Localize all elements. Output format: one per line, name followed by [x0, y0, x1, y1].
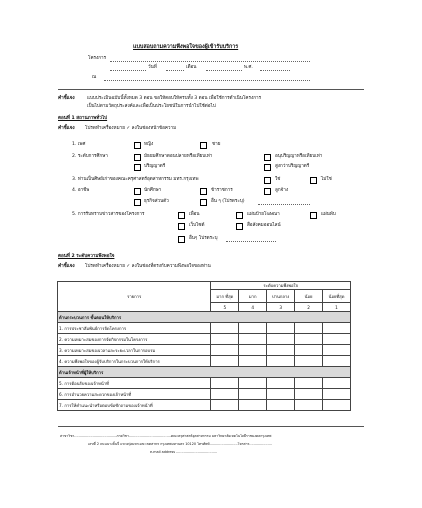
option-student: นักศึกษา — [144, 188, 162, 193]
other-occupation-line — [258, 204, 310, 205]
project-label: โครงการ — [88, 56, 107, 61]
rating-cell[interactable] — [323, 334, 351, 345]
checkbox-bachelor[interactable] — [134, 164, 141, 171]
rating-cell[interactable] — [295, 400, 323, 411]
checkbox-alumni-yes[interactable] — [264, 177, 271, 184]
rating-cell[interactable] — [295, 323, 323, 334]
header-divider — [58, 89, 364, 90]
rating-cell[interactable] — [267, 400, 295, 411]
table-row-item-4: 4. ความพึงพอใจของผู้รับบริการในกระบวนการให้บริการ — [58, 356, 211, 367]
rating-cell[interactable] — [239, 356, 267, 367]
section-process-title: ด้านกระบวนการ ขั้นตอนให้บริการ — [58, 312, 351, 323]
table-row-item-7: 7. การให้คำแนะนำหรือตอบข้อซักถามของเจ้าหน้าที่ — [58, 400, 211, 411]
project-line — [110, 61, 310, 62]
q2-education-label: 2. ระดับการศึกษา — [72, 154, 108, 159]
day-label: วันที่ — [148, 65, 157, 70]
checkbox-other-source[interactable] — [178, 236, 185, 243]
instruction-label: คำชี้แจง — [58, 96, 75, 101]
col-header-level-5 — [211, 290, 239, 303]
table-row-item-2: 2. ความเหมาะสมของการจัดกิจกรรมในโครงการ — [58, 334, 211, 345]
section-staff-title: ด้านเจ้าหน้าที่ผู้ให้บริการ — [58, 367, 351, 378]
col-header-level-1 — [323, 290, 351, 303]
col-header-level-2 — [295, 290, 323, 303]
other-source-line — [226, 241, 276, 242]
rating-cell[interactable] — [211, 356, 239, 367]
level-1-score: 1 — [323, 303, 351, 312]
rating-cell[interactable] — [267, 356, 295, 367]
col-header-level-4 — [239, 290, 267, 303]
checkbox-friend[interactable] — [178, 212, 185, 219]
rating-cell[interactable] — [239, 400, 267, 411]
instruction-line1: แบบประเมินฉบับนี้ทั้งหมด 3 ตอน ขอให้ตอบให้ครบทั้ง 3 ตอน เพื่อใช้การดำเนินโครงการ — [87, 96, 262, 101]
checkbox-website[interactable] — [178, 223, 185, 230]
q3-alumni-label: 3. ท่านเป็นศิษย์เก่าของคณะครุศาสตร์อุตสาหกรรม มทร.กรุงเทพ — [72, 177, 199, 182]
day-field-line — [166, 70, 184, 71]
q5-news-label: 5. การรับทราบข่าวสารของโครงการ — [72, 212, 145, 217]
checkbox-social-media[interactable] — [236, 223, 243, 230]
table-row-item-6: 6. การอำนวยความสะดวกของเจ้าหน้าที่ — [58, 389, 211, 400]
col-header-level-group: ระดับความพึงพอใจ — [211, 282, 351, 290]
table-row-item-3: 3. ความเหมาะสมของเวลาและระยะเวลาในการอบรม — [58, 345, 211, 356]
option-friend: เพื่อน — [189, 212, 200, 217]
option-employee: ลูกจ้าง — [275, 188, 289, 193]
rating-cell[interactable] — [295, 389, 323, 400]
location-line — [104, 80, 310, 81]
part1-instruction-label: คำชี้แจง — [58, 126, 75, 131]
rating-cell[interactable] — [239, 389, 267, 400]
level-5-name: มาก ที่สุด — [216, 293, 234, 299]
checkbox-above-bachelor[interactable] — [264, 164, 271, 171]
footer-divider — [58, 426, 364, 427]
rating-cell[interactable] — [211, 400, 239, 411]
option-alumni-no: ไม่ใช่ — [321, 177, 332, 182]
option-civil-servant: ข้าราชการ — [211, 188, 233, 193]
year-field-line — [260, 70, 290, 71]
location-label: ณ — [92, 75, 97, 80]
rating-cell[interactable] — [267, 389, 295, 400]
part1-heading: ตอนที่ 1 สถานภาพทั่วไป — [58, 116, 108, 121]
level-2-name: น้อย — [304, 293, 313, 299]
option-above-bachelor: สูงกว่าปริญญาตรี — [275, 164, 310, 169]
form-title: แบบสอบถามความพึงพอใจของผู้เข้ารับบริการ — [133, 44, 239, 50]
level-3-score: 3 — [267, 303, 295, 312]
table-row-item-1: 1. การประชาสัมพันธ์การจัดโครงการ — [58, 323, 211, 334]
checkbox-male[interactable] — [200, 142, 207, 149]
footer-line1: สาขาวิชา.......................................ภาควิชา.......................................คณะครุศาสตร์อุตสาหกรรม มหาวิทยาลัยเทคโนโลยีราชมงคลกรุงเทพ — [60, 434, 272, 438]
level-5-score: 5 — [211, 303, 239, 312]
rating-cell[interactable] — [267, 323, 295, 334]
checkbox-brochure[interactable] — [310, 212, 317, 219]
rating-cell[interactable] — [267, 334, 295, 345]
rating-cell[interactable] — [295, 345, 323, 356]
rating-cell[interactable] — [295, 356, 323, 367]
rating-cell[interactable] — [267, 378, 295, 389]
level-2-score: 2 — [295, 303, 323, 312]
rating-cell[interactable] — [211, 334, 239, 345]
month-field-line — [206, 70, 242, 71]
option-other-source: อื่นๆ โปรดระบุ — [189, 236, 218, 241]
option-website: เว็บไซต์ — [189, 223, 205, 228]
rating-cell[interactable] — [323, 378, 351, 389]
rating-cell[interactable] — [239, 345, 267, 356]
part2-instruction-text: โปรดทำเครื่องหมาย ✓ ลงในช่องที่ตรงกับความพึงพอใจของท่าน — [85, 264, 211, 269]
part2-instruction-label: คำชี้แจง — [58, 264, 75, 269]
rating-cell[interactable] — [323, 400, 351, 411]
checkbox-female[interactable] — [134, 142, 141, 149]
option-business: ธุรกิจส่วนตัว — [144, 199, 169, 204]
checkbox-billboard[interactable] — [236, 212, 243, 219]
q1-gender-label: 1. เพศ — [72, 142, 86, 147]
satisfaction-table — [57, 281, 351, 411]
checkbox-student[interactable] — [134, 188, 141, 195]
rating-cell[interactable] — [323, 389, 351, 400]
rating-cell[interactable] — [295, 334, 323, 345]
option-bachelor: ปริญญาตรี — [144, 164, 166, 169]
level-3-name: ปานกลาง — [271, 293, 290, 299]
option-highschool: มัธยมศึกษาตอนปลายหรือเทียบเท่า — [144, 154, 213, 159]
col-header-level-3 — [267, 290, 295, 303]
option-billboard: แผ่นป้ายโฆษณา — [247, 212, 280, 217]
table-row-item-5: 5. การต้อนรับของเจ้าหน้าที่ — [58, 378, 211, 389]
footer-line3: e-mail address ...................................... — [150, 450, 218, 454]
rating-cell[interactable] — [211, 345, 239, 356]
checkbox-other-occupation[interactable] — [200, 199, 207, 206]
rating-cell[interactable] — [211, 378, 239, 389]
option-male: ชาย — [212, 142, 221, 147]
checkbox-business[interactable] — [134, 199, 141, 206]
rating-cell[interactable] — [211, 389, 239, 400]
rating-cell[interactable] — [211, 323, 239, 334]
option-brochure: แผ่นพับ — [321, 212, 336, 217]
level-1-name: น้อยที่สุด — [328, 293, 345, 299]
rating-cell[interactable] — [267, 345, 295, 356]
option-alumni-yes: ใช่ — [275, 177, 281, 182]
rating-cell[interactable] — [323, 356, 351, 367]
footer-line2: เลขที่ 2 ถนนนางลิ้นจี่ แขวงทุ่งมหาเมฆ เขตสาทร กรุงเทพมหานคร 10120 โทรศัพท์..........................โทรสาร..................... — [88, 442, 272, 446]
option-other-occupation: อื่น ๆ (โปรดระบุ) — [211, 199, 245, 204]
rating-cell[interactable] — [239, 334, 267, 345]
month-label: เดือน — [186, 65, 197, 70]
instruction-line2: เป็นไปตามวัตถุประสงค์และเพื่อเป็นประโยชน์ในการนำไปใช้ต่อไป — [87, 104, 216, 109]
level-4-score: 4 — [239, 303, 267, 312]
day-line — [110, 70, 146, 71]
part2-heading: ตอนที่ 2 ระดับความพึงพอใจ — [58, 254, 115, 259]
col-header-item: รายการ — [58, 282, 211, 312]
checkbox-alumni-no[interactable] — [310, 177, 317, 184]
option-social-media: สื่อสังคมออนไลน์ — [247, 223, 281, 228]
option-female: หญิง — [144, 142, 154, 147]
checkbox-highschool[interactable] — [134, 154, 141, 161]
checkbox-civil-servant[interactable] — [200, 188, 207, 195]
level-4-name: มาก — [248, 293, 257, 299]
year-label: พ.ศ. — [244, 65, 253, 70]
part1-instruction-text: โปรดทำเครื่องหมาย ✓ ลงในช่องหน้าข้อความ — [85, 126, 177, 131]
rating-cell[interactable] — [239, 378, 267, 389]
checkbox-diploma[interactable] — [264, 154, 271, 161]
rating-cell[interactable] — [239, 323, 267, 334]
q4-occupation-label: 4. อาชีพ — [72, 188, 90, 193]
checkbox-employee[interactable] — [264, 188, 271, 195]
rating-cell[interactable] — [323, 345, 351, 356]
option-diploma: อนุปริญญาหรือเทียบเท่า — [275, 154, 323, 159]
rating-cell[interactable] — [295, 378, 323, 389]
rating-cell[interactable] — [323, 323, 351, 334]
